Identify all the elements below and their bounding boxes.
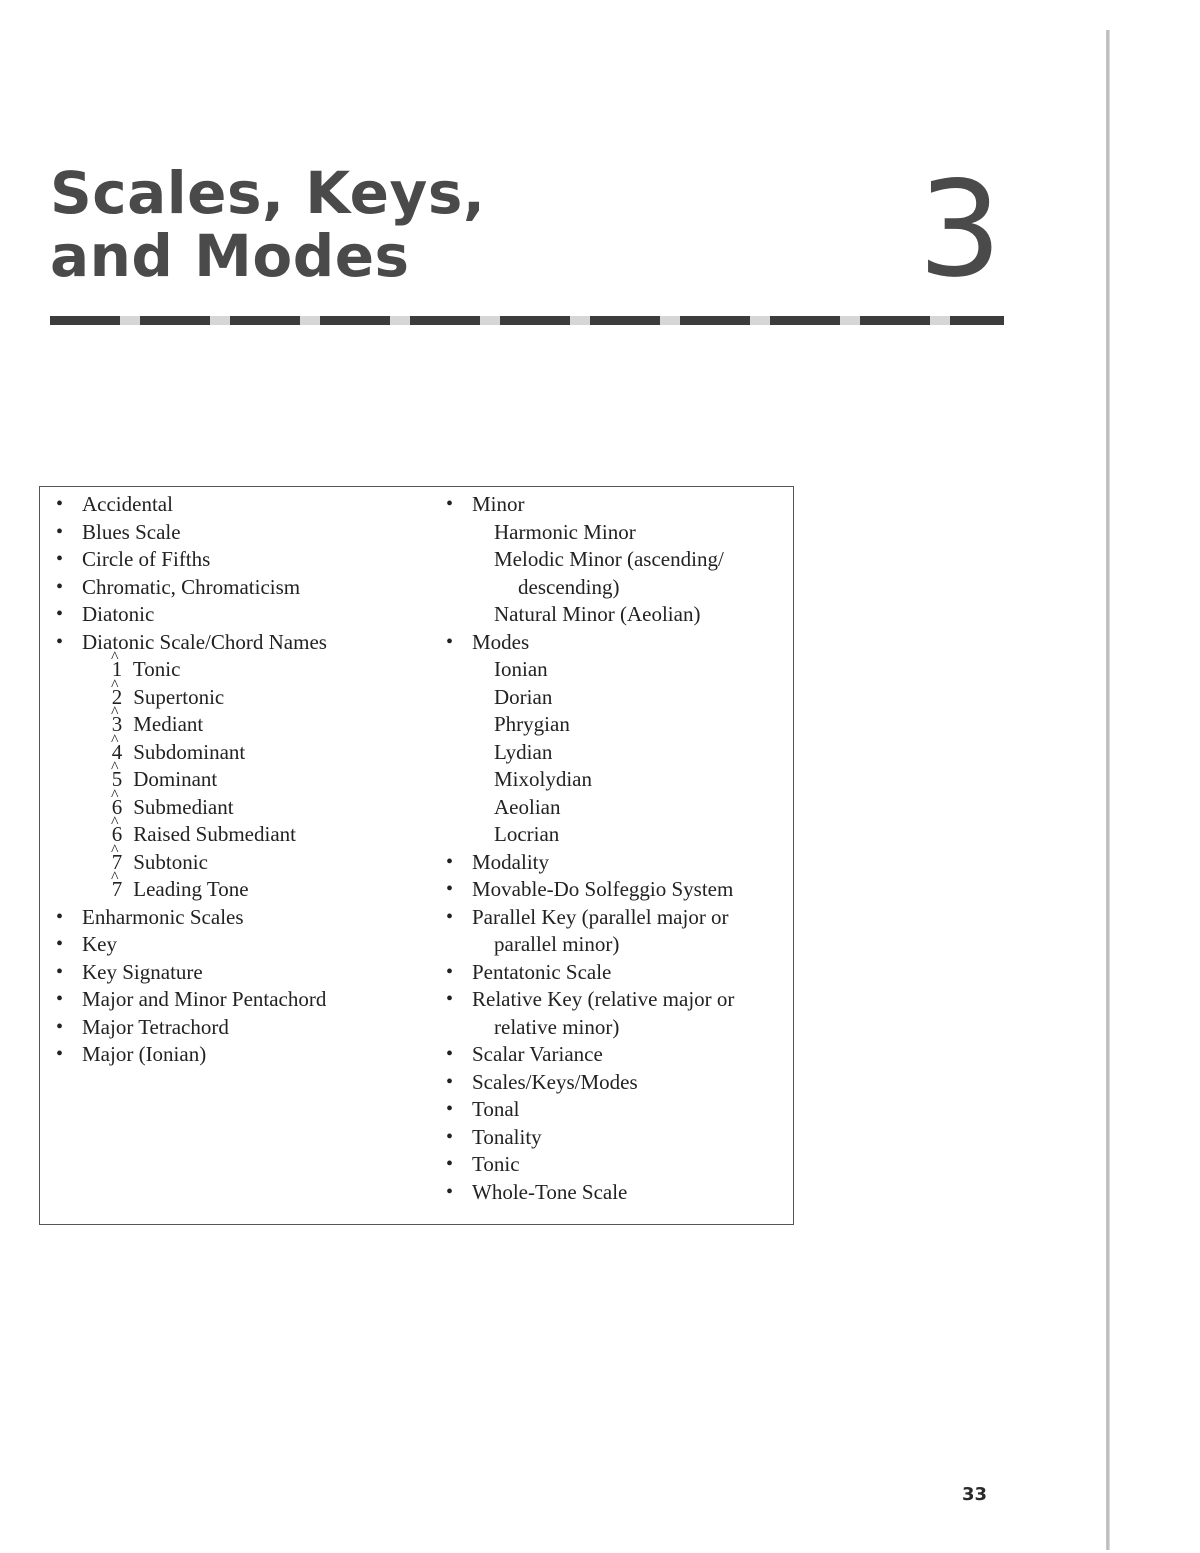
term-item (430, 1096, 770, 1124)
scale-degree-number: ^ 4 (106, 739, 128, 767)
chapter-title (50, 159, 486, 290)
term-item (430, 986, 770, 1014)
scale-degree-label: Leading Tone (133, 877, 249, 901)
sub-term-item (430, 821, 770, 849)
sub-term-item (430, 766, 770, 794)
term-label: Chromatic, Chromaticism (82, 574, 301, 599)
term-label: Locrian (494, 822, 560, 846)
term-label: parallel minor) (494, 932, 620, 956)
term-label: Accidental (82, 492, 173, 516)
term-item (40, 904, 327, 932)
term-item (40, 1014, 327, 1042)
term-item (40, 519, 327, 547)
term-label: Diatonic (82, 602, 155, 626)
term-continuation (430, 931, 770, 959)
scale-degree-item (40, 711, 327, 739)
scale-degree-number: ^ 6 (106, 794, 128, 822)
scale-degree-item (40, 739, 327, 767)
scale-degree-number: ^ 7 (106, 849, 128, 877)
term-label: Aeolian (494, 794, 561, 819)
term-item (40, 601, 327, 629)
scale-degree-label: Dominant (133, 767, 218, 791)
term-item (40, 959, 327, 987)
term-continuation (430, 574, 770, 602)
term-label: Modes (472, 629, 530, 654)
sub-term-item (430, 739, 770, 767)
term-label: Key Signature (82, 959, 203, 984)
chapter-title-line-2: and Modes (50, 222, 410, 290)
scale-degree-label: Mediant (133, 712, 204, 736)
term-item (40, 1041, 327, 1069)
scale-degree-number: ^ 2 (106, 684, 128, 712)
term-label: Lydian (494, 739, 553, 764)
term-item (430, 491, 770, 519)
scale-degree-item (40, 794, 327, 822)
term-item (430, 1151, 770, 1179)
key-terms-right-column (430, 491, 770, 1206)
term-label: Tonal (472, 1097, 520, 1121)
term-item (430, 904, 770, 932)
term-label: relative minor) (494, 1014, 620, 1039)
page-number: 33 (962, 1484, 988, 1505)
term-item (430, 876, 770, 904)
term-label: descending) (518, 574, 620, 599)
term-label: Circle of Fifths (82, 547, 211, 571)
scale-degree-number: ^ 7 (106, 876, 128, 904)
scale-degree-item (40, 656, 327, 684)
term-label: Harmonic Minor (494, 519, 636, 544)
scale-degree-number: ^ 5 (106, 766, 128, 794)
scale-degree-item (40, 684, 327, 712)
term-label: Parallel Key (parallel major or (472, 904, 729, 929)
term-label: Modality (472, 849, 549, 874)
scale-degree-label: Submediant (133, 794, 234, 819)
term-item (40, 931, 327, 959)
scale-degree-item (40, 766, 327, 794)
term-item (430, 849, 770, 877)
sub-term-item (430, 546, 770, 574)
term-label: Natural Minor (Aeolian) (494, 602, 701, 626)
term-item (430, 629, 770, 657)
sub-term-item (430, 711, 770, 739)
term-label: Diatonic Scale/Chord Names (82, 629, 327, 654)
scale-degree-label: Supertonic (133, 684, 225, 709)
term-label: Melodic Minor (ascending/ (494, 547, 724, 571)
scale-degree-number: ^ 3 (106, 711, 128, 739)
dashed-divider (50, 316, 1004, 325)
sub-term-item (430, 794, 770, 822)
term-label: Scales/Keys/Modes (472, 1069, 638, 1094)
term-label: Relative Key (relative major or (472, 987, 735, 1011)
term-label: Scalar Variance (472, 1042, 603, 1066)
scale-degree-label: Subdominant (133, 739, 246, 764)
term-item (40, 986, 327, 1014)
chapter-number: 3 (918, 153, 1002, 307)
term-label: Enharmonic Scales (82, 904, 244, 929)
term-item (430, 1124, 770, 1152)
term-item (430, 1041, 770, 1069)
sub-term-item (430, 656, 770, 684)
term-item (430, 1179, 770, 1207)
term-label: Tonic (472, 1152, 520, 1176)
scale-degree-label: Tonic (132, 657, 181, 681)
term-label: Blues Scale (82, 519, 181, 544)
term-label: Minor (472, 492, 525, 516)
term-item (430, 1069, 770, 1097)
term-label: Mixolydian (494, 767, 592, 791)
term-item (40, 491, 327, 519)
scale-degree-item (40, 876, 327, 904)
scale-degree-number: ^ 6 (106, 821, 128, 849)
sub-term-item (430, 519, 770, 547)
chapter-title-line-1: Scales, Keys, (50, 159, 486, 227)
term-item (430, 959, 770, 987)
term-label: Major Tetrachord (82, 1014, 229, 1039)
scale-degree-number: ^ 1 (106, 656, 128, 684)
term-label: Major and Minor Pentachord (82, 987, 327, 1011)
term-label: Whole-Tone Scale (472, 1179, 628, 1204)
term-label: Dorian (494, 684, 553, 709)
term-item (40, 546, 327, 574)
scale-degree-item (40, 849, 327, 877)
term-label: Tonality (472, 1124, 542, 1149)
scale-degree-item (40, 821, 327, 849)
term-label: Pentatonic Scale (472, 959, 612, 984)
scale-degree-label: Raised Submediant (133, 822, 296, 846)
term-label: Ionian (494, 657, 548, 681)
scale-degree-label: Subtonic (133, 849, 208, 874)
term-label: Phrygian (494, 712, 570, 736)
page-edge-shadow (1106, 30, 1110, 1550)
term-continuation (430, 1014, 770, 1042)
term-item (40, 629, 327, 657)
term-label: Major (Ionian) (82, 1042, 207, 1066)
term-item (40, 574, 327, 602)
sub-term-item (430, 684, 770, 712)
key-terms-left-column (40, 491, 327, 1069)
sub-term-item (430, 601, 770, 629)
term-label: Movable-Do Solfeggio System (472, 877, 734, 901)
term-label: Key (82, 932, 117, 956)
